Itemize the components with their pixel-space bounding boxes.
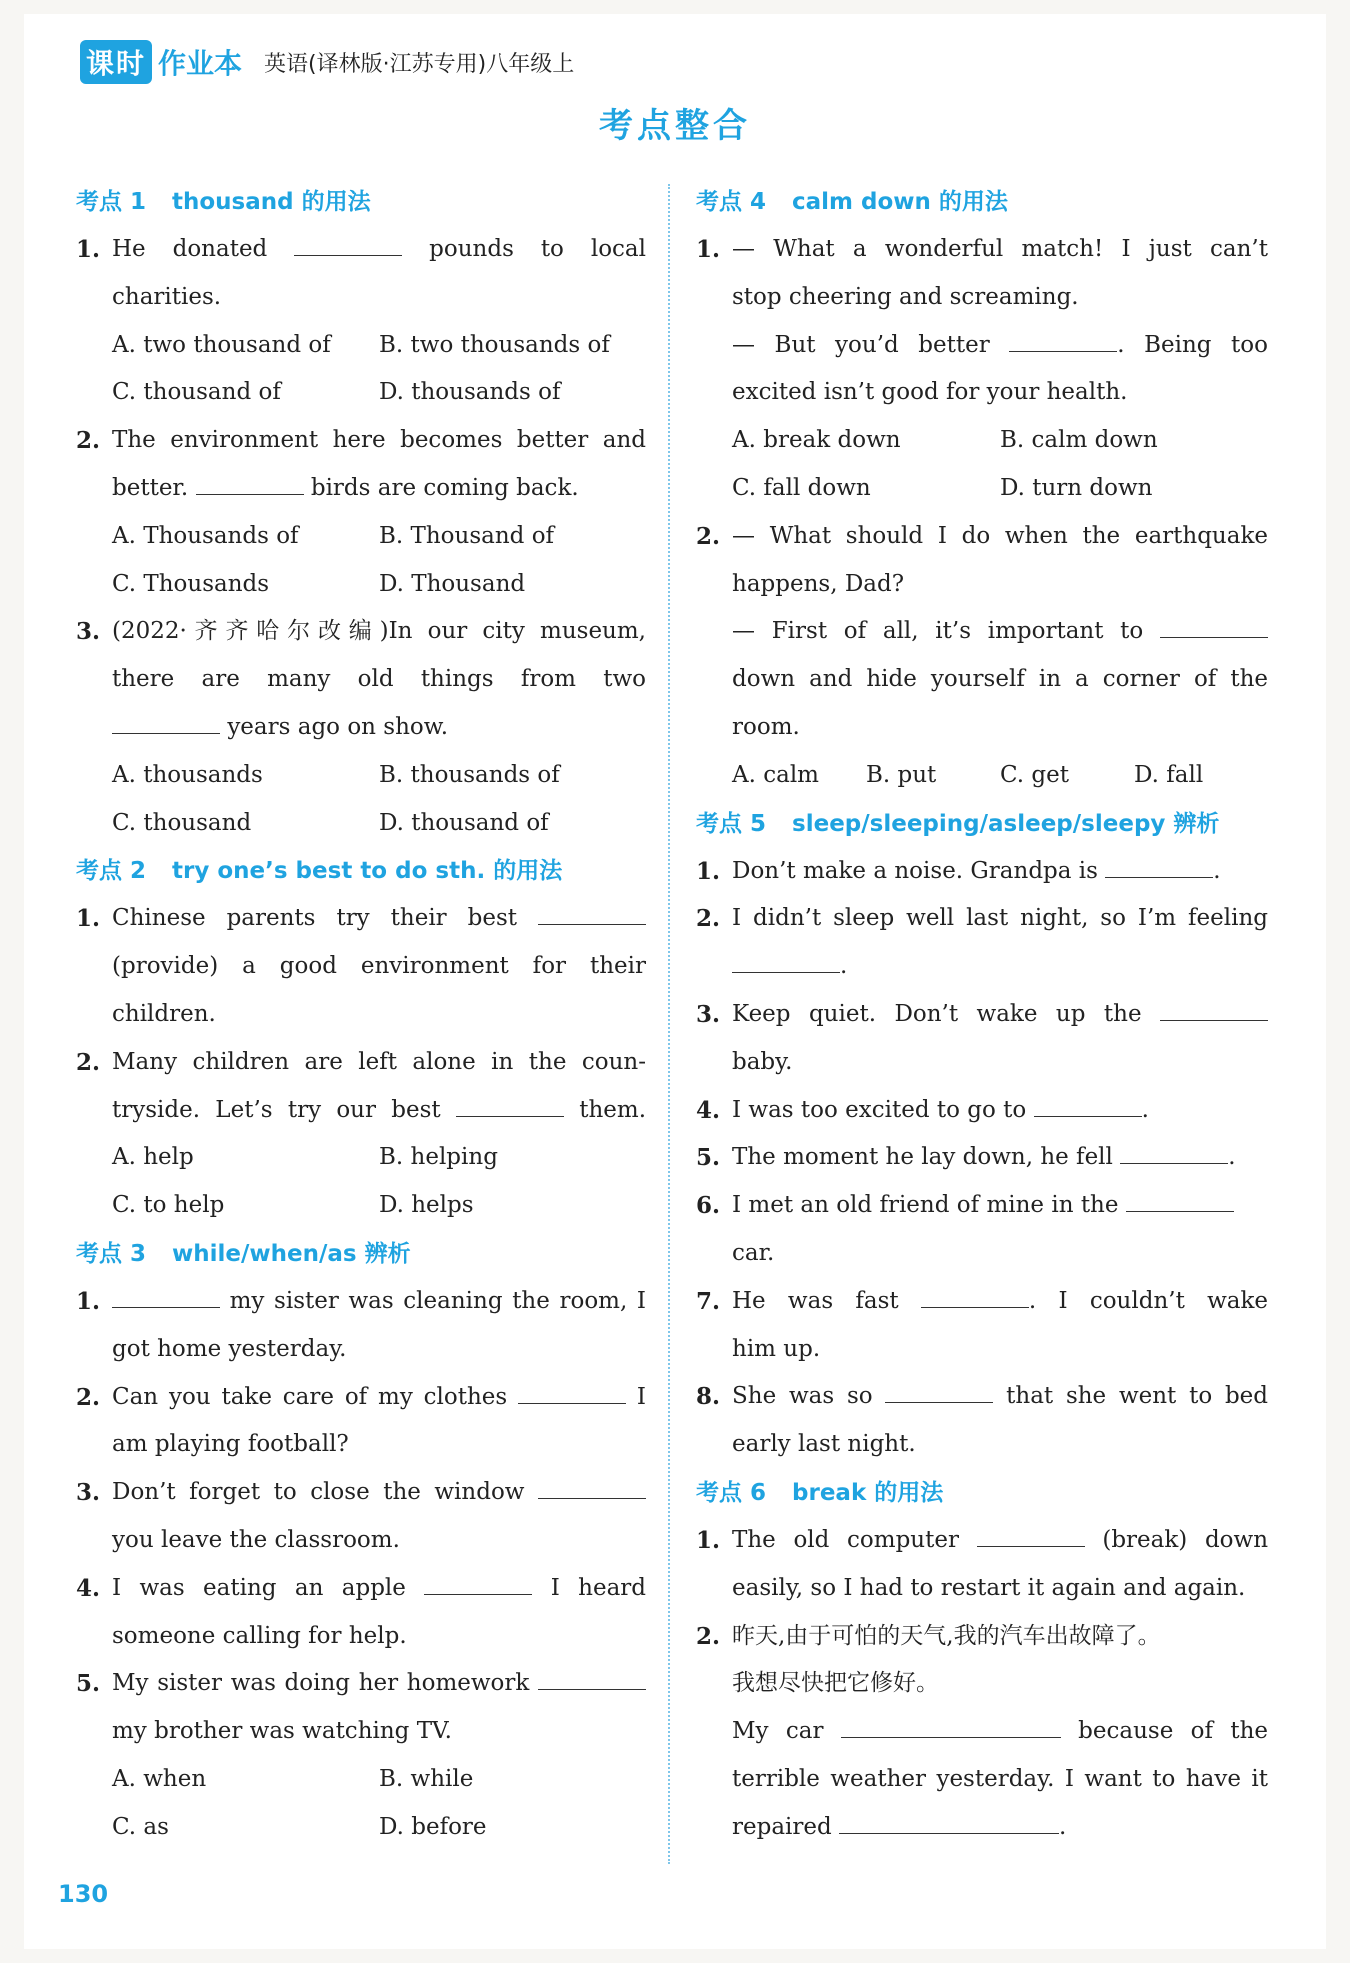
question-text: . Being too — [1117, 331, 1268, 358]
question-text: I was eating an apple — [112, 1574, 406, 1601]
option-b[interactable]: B. helping — [379, 1144, 498, 1171]
answer-blank[interactable] — [456, 1094, 564, 1117]
question-3-3 — [76, 1469, 646, 1565]
question-4-2 — [696, 513, 1268, 752]
question-6-1 — [696, 1517, 1268, 1613]
column-divider — [668, 184, 670, 1864]
question-text: am playing football? — [112, 1431, 349, 1458]
question-text: 我想尽快把它修好。 — [732, 1670, 939, 1697]
question-text: I — [636, 1383, 646, 1410]
option-b[interactable]: B. calm down — [1000, 427, 1158, 454]
option-c[interactable]: C. to help — [112, 1192, 225, 1219]
question-text: — First of all, it’s important to — [732, 618, 1144, 645]
question-number: 2. — [696, 522, 721, 550]
question-text: better. — [112, 474, 189, 501]
section-label: 考点 2 — [76, 858, 147, 885]
answer-blank[interactable] — [1105, 855, 1213, 878]
answer-blank[interactable] — [841, 1715, 1061, 1738]
question-text: stop cheering and screaming. — [732, 283, 1079, 310]
question-number: 1. — [76, 236, 101, 263]
answer-blank[interactable] — [1160, 615, 1268, 638]
option-d[interactable]: D. thousand of — [379, 809, 549, 836]
option-d[interactable]: D. thousands of — [379, 379, 561, 406]
question-1-3 — [76, 608, 646, 751]
question-text: I was too excited to go to — [732, 1096, 1027, 1123]
section-title-6 — [696, 1469, 1268, 1517]
option-c[interactable]: C. get — [1000, 761, 1069, 788]
section-title-1 — [76, 178, 646, 226]
options-1-2 — [76, 513, 646, 609]
answer-blank[interactable] — [732, 950, 840, 973]
question-text: my sister was cleaning the room, I — [229, 1287, 646, 1314]
question-text: down and hide yourself in a corner of the — [732, 666, 1268, 693]
question-number: 2. — [76, 427, 101, 455]
option-b[interactable]: B. thousands of — [379, 761, 560, 788]
section-title-5 — [696, 800, 1268, 848]
option-d[interactable]: D. Thousand — [379, 570, 526, 597]
question-text: Don’t make a noise. Grandpa is — [732, 857, 1098, 884]
option-b[interactable]: B. Thousand of — [379, 522, 555, 549]
question-text: He donated — [112, 236, 268, 262]
question-text: 昨天,由于可怕的天气,我的汽车出故障了。 — [732, 1622, 1161, 1649]
question-number: 1. — [696, 857, 721, 885]
question-number: 8. — [696, 1383, 721, 1411]
answer-blank[interactable] — [518, 1381, 626, 1404]
option-d[interactable]: D. turn down — [1000, 474, 1153, 501]
question-text: Keep quiet. Don’t wake up the — [732, 1000, 1142, 1027]
question-3-1 — [76, 1278, 646, 1374]
question-number: 2. — [696, 1622, 721, 1650]
answer-blank[interactable] — [294, 233, 402, 256]
section-title-2 — [76, 847, 646, 895]
question-text: because of the — [1078, 1718, 1269, 1745]
option-d[interactable]: D. before — [379, 1813, 487, 1840]
question-number: 1. — [76, 1287, 101, 1315]
section-label: 考点 4 — [696, 189, 767, 215]
option-c[interactable]: C. thousand of — [112, 379, 281, 406]
question-1-2 — [76, 417, 646, 513]
book-header — [80, 40, 574, 84]
question-text: I didn’t sleep well last night, so I’m feeling — [732, 905, 1268, 932]
answer-blank[interactable] — [112, 1285, 220, 1308]
section-topic: calm down 的用法 — [792, 189, 1008, 215]
book-subtitle: 英语(译林版·江苏专用)八年级上 — [264, 51, 575, 77]
section-title-3 — [76, 1230, 646, 1278]
question-text: . — [1141, 1096, 1149, 1123]
question-number: 2. — [76, 1383, 101, 1411]
question-text: . — [1213, 857, 1221, 884]
answer-blank[interactable] — [538, 1667, 646, 1690]
left-column — [76, 178, 646, 1852]
question-text: Don’t forget to close the window — [112, 1479, 525, 1506]
question-text: — But you’d better — [732, 331, 990, 358]
question-1-1 — [76, 226, 646, 322]
options-4-1 — [696, 417, 1268, 513]
question-text: charities. — [112, 283, 222, 310]
right-column — [696, 178, 1268, 1852]
option-a[interactable]: A. two thousand of — [112, 331, 331, 358]
question-number: 6. — [696, 1192, 721, 1220]
question-text: children. — [112, 1000, 216, 1027]
question-number: 3. — [696, 1000, 721, 1028]
question-2-2 — [76, 1039, 646, 1135]
page-title: 考点整合 — [599, 106, 751, 146]
answer-blank[interactable] — [538, 902, 646, 925]
section-label: 考点 1 — [76, 189, 147, 215]
question-5-1 — [696, 848, 1268, 896]
question-text: The old computer — [732, 1526, 959, 1553]
question-text: — What a wonderful match! I just can’t — [732, 236, 1268, 262]
option-b[interactable]: B. put — [866, 761, 937, 788]
answer-blank[interactable] — [839, 1811, 1059, 1834]
question-text: him up. — [732, 1335, 821, 1362]
options-1-3 — [76, 752, 646, 848]
logo-ke-badge: 课时 — [80, 40, 152, 84]
question-text: early last night. — [732, 1431, 916, 1458]
section-topic: break 的用法 — [792, 1479, 944, 1506]
answer-blank[interactable] — [1009, 329, 1117, 352]
option-b[interactable]: B. two thousands of — [379, 331, 610, 358]
question-text: I met an old friend of mine in the — [732, 1192, 1119, 1219]
question-text: The environment here becomes better and — [112, 427, 646, 454]
question-text: years ago on show. — [227, 713, 449, 740]
question-text: car. — [732, 1239, 775, 1266]
answer-blank[interactable] — [1034, 1094, 1142, 1117]
question-text: — What should I do when the earthquake — [732, 522, 1268, 549]
question-5-5 — [696, 1134, 1268, 1182]
question-5-4 — [696, 1087, 1268, 1135]
option-c[interactable]: C. as — [112, 1813, 169, 1840]
question-text: My sister was doing her homework — [112, 1670, 530, 1697]
question-text: baby. — [732, 1048, 793, 1075]
question-text: that she went to bed — [1006, 1383, 1269, 1410]
question-text: . I couldn’t wake — [1028, 1287, 1269, 1314]
answer-blank[interactable] — [424, 1572, 532, 1595]
answer-blank[interactable] — [196, 472, 304, 495]
question-text: tryside. Let’s try our best — [112, 1096, 441, 1123]
question-text: The moment he lay down, he fell — [732, 1144, 1113, 1171]
question-text: easily, so I had to restart it again and again. — [732, 1574, 1246, 1601]
question-text: Chinese parents try their best — [112, 905, 518, 932]
question-text: them. — [579, 1096, 647, 1123]
options-3 — [76, 1756, 646, 1852]
question-text: repaired — [732, 1813, 832, 1840]
question-text: Many children are left alone in the coun- — [112, 1048, 646, 1075]
option-d[interactable]: D. fall — [1134, 761, 1204, 788]
question-text: terrible weather yesterday. I want to have it — [732, 1765, 1268, 1792]
question-6-2 — [696, 1613, 1268, 1852]
question-number: 5. — [696, 1144, 721, 1172]
question-text: pounds to local — [429, 236, 646, 262]
question-3-2 — [76, 1374, 646, 1470]
question-number: 1. — [696, 236, 721, 263]
options-1-1 — [76, 322, 646, 418]
question-text: I heard — [550, 1574, 647, 1601]
question-text: Can you take care of my clothes — [112, 1383, 508, 1410]
question-text: (break) down — [1102, 1526, 1269, 1553]
question-text: She was so — [732, 1383, 873, 1410]
options-4-2 — [696, 752, 1268, 800]
question-text: happens, Dad? — [732, 570, 905, 597]
question-5-3 — [696, 991, 1268, 1087]
question-text: (2022·齐齐哈尔改编)In our city museum, — [112, 618, 646, 645]
answer-blank[interactable] — [538, 1476, 646, 1499]
question-text: you leave the classroom. — [112, 1526, 400, 1553]
answer-blank[interactable] — [1126, 1189, 1234, 1212]
option-b[interactable]: B. while — [379, 1765, 474, 1792]
option-a[interactable]: A. break down — [732, 427, 901, 454]
section-label: 考点 5 — [696, 810, 767, 837]
question-2-1 — [76, 895, 646, 1038]
question-number: 3. — [76, 618, 101, 646]
option-c[interactable]: C. Thousands — [112, 570, 270, 597]
section-topic: while/when/as 辨析 — [172, 1240, 411, 1267]
question-text: my brother was watching TV. — [112, 1718, 452, 1745]
question-5-2 — [696, 895, 1268, 991]
question-text: . — [1059, 1813, 1067, 1840]
question-text: excited isn’t good for your health. — [732, 379, 1128, 406]
question-number: 2. — [696, 905, 721, 933]
option-a[interactable]: A. when — [112, 1765, 207, 1792]
question-number: 1. — [76, 905, 101, 933]
section-title-4 — [696, 178, 1268, 226]
question-5-7 — [696, 1278, 1268, 1374]
question-4-1 — [696, 226, 1268, 417]
question-text: birds are coming back. — [310, 474, 579, 501]
section-label: 考点 6 — [696, 1479, 767, 1506]
question-text: got home yesterday. — [112, 1335, 347, 1362]
option-a[interactable]: A. help — [112, 1144, 194, 1171]
option-a[interactable]: A. calm — [732, 761, 819, 788]
options-2-2 — [76, 1134, 646, 1230]
question-text: there are many old things from two — [112, 666, 646, 693]
question-3-5 — [76, 1660, 646, 1756]
section-topic: try one’s best to do sth. 的用法 — [172, 858, 563, 885]
option-c[interactable]: C. fall down — [732, 474, 871, 501]
section-label: 考点 3 — [76, 1240, 147, 1267]
question-text: He was fast — [732, 1287, 899, 1314]
question-number: 4. — [76, 1574, 101, 1602]
question-3-4 — [76, 1565, 646, 1661]
answer-blank[interactable] — [885, 1380, 993, 1403]
option-a[interactable]: A. Thousands of — [112, 522, 299, 549]
question-number: 1. — [696, 1526, 721, 1554]
question-text: someone calling for help. — [112, 1622, 407, 1649]
section-topic: sleep/sleeping/asleep/sleepy 辨析 — [792, 810, 1220, 837]
question-text: My car — [732, 1718, 824, 1745]
question-text: . — [1228, 1144, 1236, 1171]
question-text: room. — [732, 713, 800, 740]
answer-blank[interactable] — [1160, 998, 1268, 1021]
question-number: 4. — [696, 1096, 721, 1124]
question-5-8 — [696, 1373, 1268, 1469]
option-c[interactable]: C. thousand — [112, 809, 252, 836]
option-d[interactable]: D. helps — [379, 1192, 474, 1219]
section-topic: thousand 的用法 — [172, 189, 371, 215]
answer-blank[interactable] — [921, 1285, 1029, 1308]
question-number: 3. — [76, 1479, 101, 1507]
question-text: (provide) a good environment for their — [112, 953, 646, 980]
question-number: 7. — [696, 1287, 721, 1315]
logo-title: 作业本 — [158, 47, 243, 80]
page-number: 130 — [58, 1880, 109, 1908]
option-a[interactable]: A. thousands — [112, 761, 263, 788]
question-number: 2. — [76, 1048, 101, 1076]
question-number: 5. — [76, 1670, 101, 1698]
question-5-6 — [696, 1182, 1268, 1278]
answer-blank[interactable] — [112, 711, 220, 734]
answer-blank[interactable] — [977, 1524, 1085, 1547]
answer-blank[interactable] — [1120, 1141, 1228, 1164]
question-text: . — [840, 953, 848, 980]
